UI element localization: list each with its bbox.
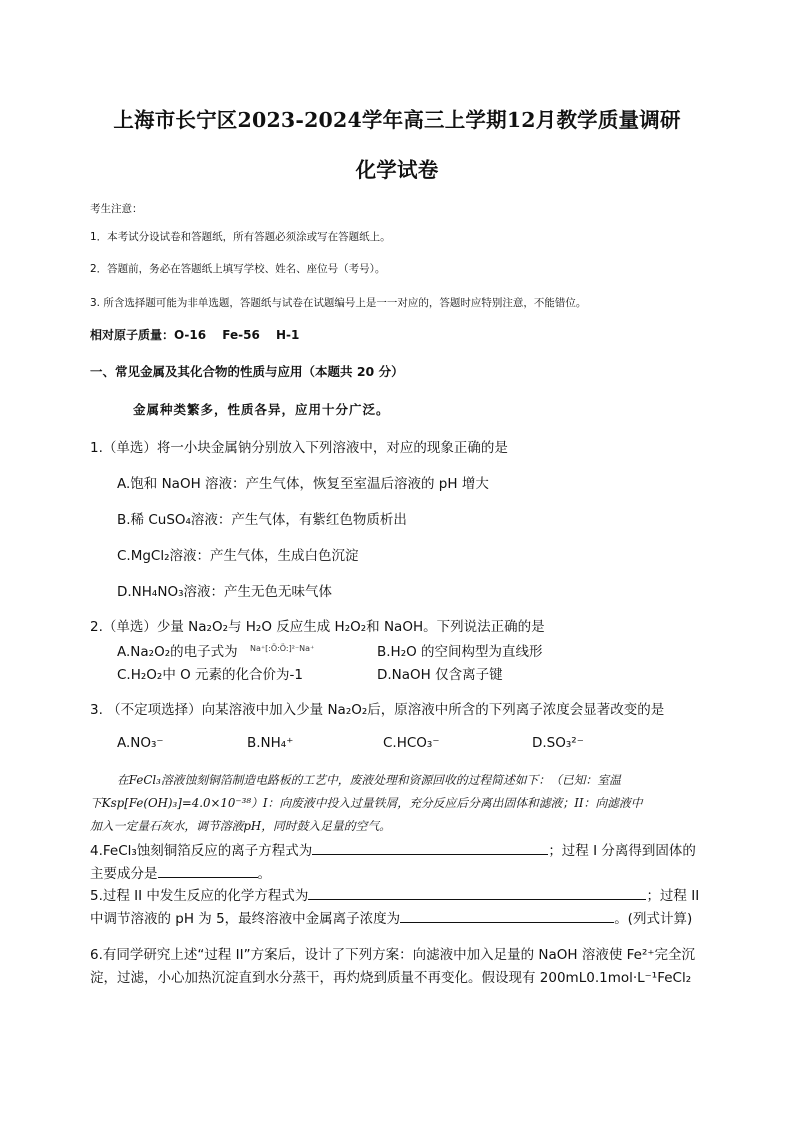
- q4-line-2: [90, 862, 271, 882]
- electron-formula: Na⁺[:Ö:Ö:]²⁻Na⁺: [250, 644, 315, 653]
- notice-item-3: 3. 所含选择题可能为非单选题，答题纸与试卷在试题编号上是一一对应的，答题时应特别注意，不能错位。: [90, 297, 587, 309]
- q3-option-a: A.NO₃⁻: [117, 735, 164, 751]
- q6-line-2: 淀，过滤，小心加热沉淀直到水分蒸干，再灼烧到质量不再变化。假设现有 200mL0.1mol·L⁻¹FeCl₂: [90, 970, 692, 986]
- q3-option-b: B.NH₄⁺: [247, 735, 294, 751]
- notice-heading: 考生注意：: [90, 203, 143, 215]
- passage-line-3: 加入一定量石灰水，调节溶液pH，同时鼓入足量的空气。: [90, 819, 391, 833]
- q3-option-d: D.SO₃²⁻: [532, 735, 584, 751]
- passage-line-1: 在FeCl₃溶液蚀刻铜箔制造电路板的工艺中，废液处理和资源回收的过程简述如下：（已知：室温: [117, 773, 621, 787]
- q3-stem: 3. （不定项选择）向某溶液中加入少量 Na₂O₂后，原溶液中所含的下列离子浓度会显著改变的是: [90, 702, 665, 718]
- q5-text-3: 中调节溶液的 pH 为 5，最终溶液中金属离子浓度为: [90, 911, 401, 927]
- q4-text-2: ；过程 I 分离得到固体的: [548, 843, 696, 859]
- q4-text-3: 主要成分是: [90, 866, 158, 882]
- q2-option-a: A.Na₂O₂的电子式为: [117, 644, 238, 660]
- q4-text-1: 4.FeCl₃蚀刻铜箔反应的离子方程式为: [90, 843, 313, 859]
- q2-option-d: D.NaOH 仅含离子键: [377, 667, 503, 683]
- q5-answer-blank-1[interactable]: [308, 886, 646, 900]
- q6-line-1: 6.有同学研究上述“过程 II”方案后，设计了下列方案：向滤液中加入足量的 NaOH 溶液使 Fe²⁺完全沉: [90, 947, 696, 963]
- q4-answer-blank-1[interactable]: [312, 841, 548, 855]
- atomic-mass: 相对原子质量：O-16 Fe-56 H-1: [90, 328, 300, 342]
- q2-stem: 2.（单选）少量 Na₂O₂与 H₂O 反应生成 H₂O₂和 NaOH。下列说法正确的是: [90, 619, 545, 635]
- q5-text-2: ；过程 II: [646, 888, 700, 904]
- section-heading: 一、常见金属及其化合物的性质与应用（本题共 20 分）: [90, 364, 404, 379]
- q1-option-c: C.MgCl₂溶液：产生气体，生成白色沉淀: [117, 548, 359, 564]
- q4-line-1: [90, 839, 696, 859]
- q4-text-4: 。: [257, 866, 271, 882]
- notice-item-2: 2．答题前，务必在答题纸上填写学校、姓名、座位号（考号）。: [90, 263, 386, 275]
- q1-option-a: A.饱和 NaOH 溶液：产生气体，恢复至室温后溶液的 pH 增大: [117, 476, 489, 492]
- q1-option-b: B.稀 CuSO₄溶液：产生气体，有紫红色物质析出: [117, 512, 407, 528]
- q2-option-b: B.H₂O 的空间构型为直线形: [377, 644, 543, 660]
- q3-option-c: C.HCO₃⁻: [383, 735, 440, 751]
- q2-option-c: C.H₂O₂中 O 元素的化合价为-1: [117, 667, 303, 683]
- q5-answer-blank-2[interactable]: [400, 909, 614, 923]
- q5-line-1: [90, 884, 699, 904]
- exam-title: 上海市长宁区2023-2024学年高三上学期12月教学质量调研: [113, 108, 681, 132]
- q4-answer-blank-2[interactable]: [158, 864, 258, 878]
- passage-line-2: 下Ksp[Fe(OH)₃]=4.0×10⁻³⁸）I：向废液中投入过量铁屑，充分反应后分离出固体和滤液；II：向滤液中: [90, 796, 643, 810]
- notice-item-1: 1．本考试分设试卷和答题纸，所有答题必须涂或写在答题纸上。: [90, 231, 391, 243]
- q1-option-d: D.NH₄NO₃溶液：产生无色无味气体: [117, 584, 332, 600]
- q5-text-4: 。(列式计算): [614, 911, 693, 927]
- q1-stem: 1.（单选）将一小块金属钠分别放入下列溶液中，对应的现象正确的是: [90, 440, 508, 456]
- section-intro: 金属种类繁多，性质各异，应用十分广泛。: [133, 402, 390, 417]
- exam-subtitle: 化学试卷: [355, 158, 439, 182]
- q5-line-2: [90, 907, 692, 927]
- q5-text-1: 5.过程 II 中发生反应的化学方程式为: [90, 888, 309, 904]
